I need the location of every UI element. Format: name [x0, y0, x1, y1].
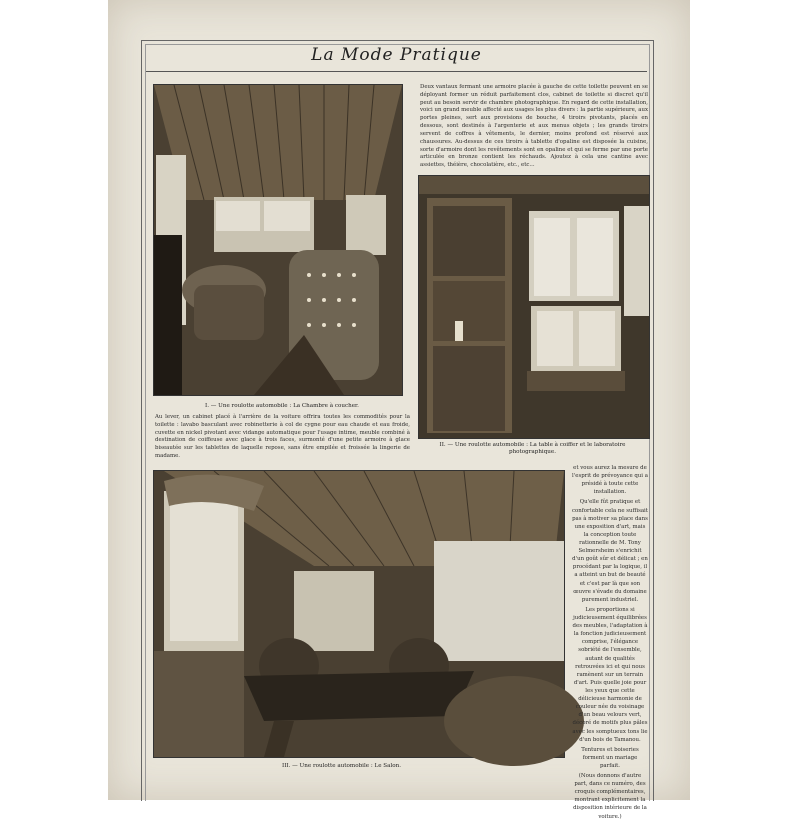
photo-salon: [153, 470, 565, 758]
caption-figure-3: III. — Une roulotte automobile : Le Salon.: [282, 763, 401, 769]
paragraph: Deux vantaux fermant une armoire placée à gauche de cette toilette peuvent en se déployant former un réduit parfaitement clos, cabinet de toilette si discret qu'il peut au besoin servir de chambre photographique. En regard de cette installation, voici un grand meuble affecté aux usages les plus divers : la partie supérieure, aux portes pleines, sert aux provisions de bouche, 4 tiroirs pivotants, placés en dessous, sont destinés à l'argenterie et aux menus objets ; les grands tiroirs servent de coffres à vêtements, le dernier, moins profond est réservé aux chaussures. Au-dessus de ces tiroirs à tablette d'opaline est disposée la cuisine, sorte d'armoire dont les revêtements sont en opaline et qui se ferme par une porte articulée en bronze contient les réchauds. Ajoutez à cela une cantine avec assiettes, théière, chocolatière, etc., etc...: [420, 84, 648, 169]
paragraph: (Nous donnons d'autre part, dans ce numéro, des croquis complémentaires, montrant explicitement la disposition intérieure de la voiture.): [573, 773, 647, 820]
caption-figure-1: I. — Une roulotte automobile : La Chambre à coucher.: [205, 403, 359, 409]
paragraph: Qu'elle fût pratique et confortable cela ne suffisait pas à motiver sa place dans une exposition d'art, mais la conception toute rationnelle de M. Tony Selmersheim s'enrichit d'un goût sûr et délicat ; en procédant par la logique, il a atteint un but de beauté et c'est par là que son œuvre s'évade du domaine purement industriel.: [572, 499, 648, 603]
caption-figure-2: II. — Une roulotte automobile : La table à coiffer et le laboratoire photographique.: [439, 442, 626, 455]
text-middle-left: [155, 414, 410, 466]
photo-dressing-table: [418, 175, 650, 439]
page-title: La Mode Pratique: [311, 45, 482, 65]
photo-bedroom: [153, 84, 403, 396]
paragraph: Au lever, un cabinet placé à l'arrière de la voiture offrira toutes les commodités pour la toilette : lavabo basculant avec robinetterie à col de cygne pour eau chaude et eau froide, cuvette en nickel pivotant avec vidange automatique pour l'usage intime, meuble combiné à destination de coiffeuse avec glace à trois faces, surmonté d'une petite armoire à glace biseautée sur les tablettes de laquelle repose, sans être empilée et froissée la lingerie de madame.: [155, 414, 410, 460]
text-right-column: [572, 464, 648, 820]
paragraph: Les proportions si judicieusement équilibrées des meubles, l'adaptation à la fonction judicieusement comprise, l'élégance sobriété de l'ensemble, autant de qualités retrouvées ici et qui nous ramènent sur un terrain d'art. Puis quelle joie pour les yeux que cette délicieuse harmonie de couleur née du voisinage d'un beau velours vert, décoré de motifs plus pâles avec les somptueux tons lie d'un bois de Tamanou.: [572, 606, 648, 743]
paragraph: et vous aurez la mesure de l'esprit de prévoyance qui a présidé à toute cette installation.: [572, 465, 648, 496]
title-rule: [146, 71, 647, 72]
paragraph: Tentures et boiseries forment un mariage parfait.: [581, 746, 639, 769]
text-top-right: [420, 84, 648, 172]
